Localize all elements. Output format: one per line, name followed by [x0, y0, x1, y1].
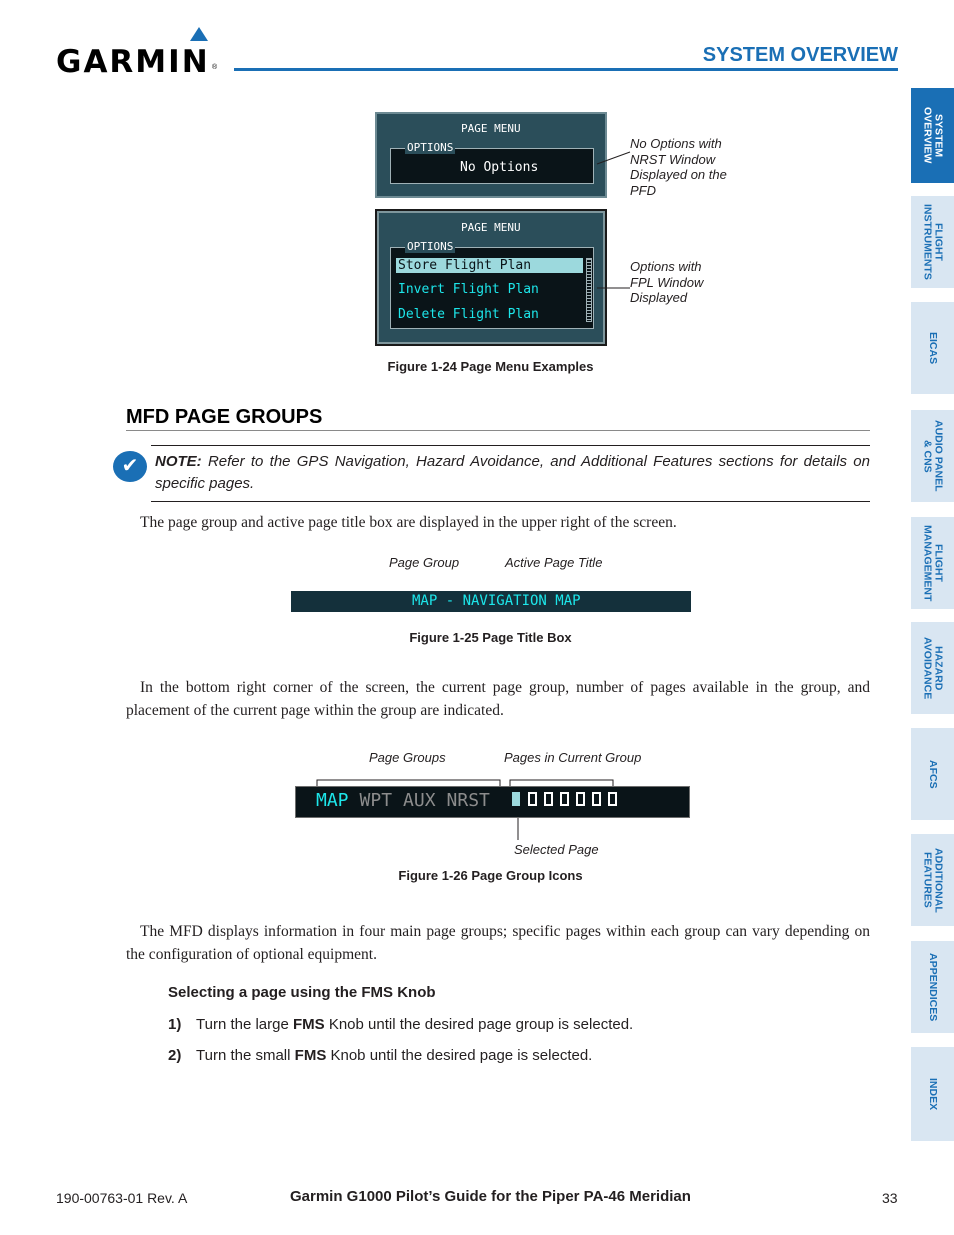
note-bottom-rule	[151, 501, 870, 502]
garmin-logo: GARMIN	[56, 44, 210, 80]
selected-page-icon[interactable]	[512, 792, 520, 806]
figure-25-caption: Figure 1-25 Page Title Box	[409, 630, 572, 645]
side-tab-label: HAZARD AVOIDANCE	[921, 636, 945, 700]
side-tab-label: EICAS	[927, 331, 939, 365]
no-options-text: No Options	[460, 160, 539, 175]
label-selected-page: Selected Page	[514, 842, 599, 857]
side-tab-flight-instruments[interactable]	[911, 196, 954, 288]
paragraph-page-groups: The MFD displays information in four main page groups; specific pages within each group can vary depending on the configuration of optional equipment.	[126, 923, 870, 963]
page-groups-row	[316, 790, 501, 811]
options-label: OPTIONS	[407, 240, 454, 253]
label-page-groups: Page Groups	[369, 750, 446, 765]
side-tab-eicas[interactable]	[911, 302, 954, 394]
procedure-heading-knob: Knob	[393, 984, 436, 1001]
callout-no-options: No Options with NRST Window Displayed on the PFD	[630, 136, 727, 198]
label-pages-in-group: Pages in Current Group	[504, 750, 642, 765]
footer-page-number: 33	[882, 1190, 898, 1206]
section-title: SYSTEM OVERVIEW	[702, 44, 898, 66]
page-icon[interactable]	[528, 792, 537, 806]
side-tab-label: AUDIO PANEL & CNS	[921, 420, 945, 492]
garmin-logo-triangle-icon	[190, 27, 208, 41]
header-rule	[234, 68, 898, 71]
page-icon[interactable]	[544, 792, 553, 806]
callout-lines-fig24	[585, 150, 635, 300]
page-title-text: MAP - NAVIGATION MAP	[412, 593, 581, 609]
page-icon[interactable]	[608, 792, 617, 806]
procedure-step-1	[168, 1016, 633, 1033]
procedure-heading	[168, 984, 436, 1001]
side-tab-index[interactable]	[911, 1047, 954, 1141]
note-top-rule	[151, 445, 870, 446]
side-tab-label: APPENDICES	[927, 952, 939, 1022]
page-group-bar	[295, 786, 690, 818]
label-page-group: Page Group	[389, 555, 460, 570]
page-group-map[interactable]: MAP	[316, 790, 349, 811]
page-icon[interactable]	[592, 792, 601, 806]
note-icon: ✔	[113, 451, 147, 482]
page-icon[interactable]	[576, 792, 585, 806]
menu-item-store-flight-plan[interactable]: Store Flight Plan	[398, 258, 532, 273]
page-group-wpt[interactable]: WPT	[359, 790, 393, 811]
procedure-step-2	[168, 1047, 592, 1064]
menu-item-invert-flight-plan[interactable]: Invert Flight Plan	[398, 282, 539, 297]
page-menu-no-options-screen	[375, 112, 607, 198]
side-tab-label: INDEX	[927, 1077, 939, 1111]
section-heading-rule	[126, 430, 870, 431]
side-tab-label: ADDITIONAL FEATURES	[921, 847, 945, 913]
page-menu-title: PAGE MENU	[461, 221, 521, 234]
side-tab-label: FLIGHT INSTRUMENTS	[921, 204, 945, 280]
procedure-heading-text: Selecting a page using the	[168, 984, 362, 1001]
label-active-page-title: Active Page Title	[505, 555, 603, 570]
page-icon[interactable]	[560, 792, 569, 806]
page-group-aux[interactable]: AUX	[403, 790, 436, 811]
note-body: Refer to the GPS Navigation, Hazard Avoidance, and Additional Features sections for details on specific pages.	[155, 453, 870, 492]
step-text-fms: FMS	[293, 1016, 325, 1033]
procedure-heading-fms: FMS	[361, 984, 394, 1001]
step-text-pre: Turn the large	[196, 1016, 293, 1033]
page-menu-title: PAGE MENU	[461, 122, 521, 135]
paragraph-page-group-icons: In the bottom right corner of the screen, the current page group, number of pages available in the group, and placement of the current page within the group are indicated.	[126, 679, 870, 719]
step-text-fms: FMS	[294, 1047, 327, 1064]
footer-title: Garmin G1000 Pilot’s Guide for the Piper PA-46 Meridian	[290, 1188, 691, 1205]
paragraph-page-title-box: The page group and active page title box are displayed in the upper right of the screen.	[140, 514, 677, 531]
menu-item-delete-flight-plan[interactable]: Delete Flight Plan	[398, 307, 539, 322]
options-label: OPTIONS	[407, 141, 454, 154]
step-text-post: Knob until the desired page is selected.	[326, 1047, 593, 1064]
side-tab-audio-panel-cns[interactable]	[911, 410, 954, 502]
page-title-box	[291, 591, 691, 612]
side-tab-appendices[interactable]	[911, 941, 954, 1033]
note-label: NOTE:	[155, 453, 202, 470]
side-tab-afcs[interactable]	[911, 728, 954, 820]
footer-doc-number: 190-00763-01 Rev. A	[56, 1190, 188, 1206]
step-text-pre: Turn the small	[196, 1047, 295, 1064]
registered-mark: ®	[212, 64, 218, 71]
step-number: 1)	[168, 1016, 182, 1033]
step-text-post: Knob until the desired page group is selected.	[324, 1016, 634, 1033]
figure-26-caption: Figure 1-26 Page Group Icons	[398, 868, 583, 883]
figure-24-caption: Figure 1-24 Page Menu Examples	[387, 359, 594, 374]
page-group-nrst[interactable]: NRST	[446, 790, 490, 811]
note-text	[155, 451, 870, 495]
side-tab-label: SYSTEM OVERVIEW	[921, 107, 945, 164]
side-tab-system-overview[interactable]	[911, 88, 954, 183]
page-menu-fpl-screen	[375, 209, 607, 346]
side-tab-label: AFCS	[927, 759, 939, 789]
callout-options-fpl: Options with FPL Window Displayed	[630, 259, 704, 305]
step-number: 2)	[168, 1047, 182, 1064]
section-heading: MFD PAGE GROUPS	[126, 406, 323, 428]
side-tab-label: FLIGHT MANAGEMENT	[921, 524, 945, 602]
side-tab-flight-management[interactable]	[911, 517, 954, 609]
